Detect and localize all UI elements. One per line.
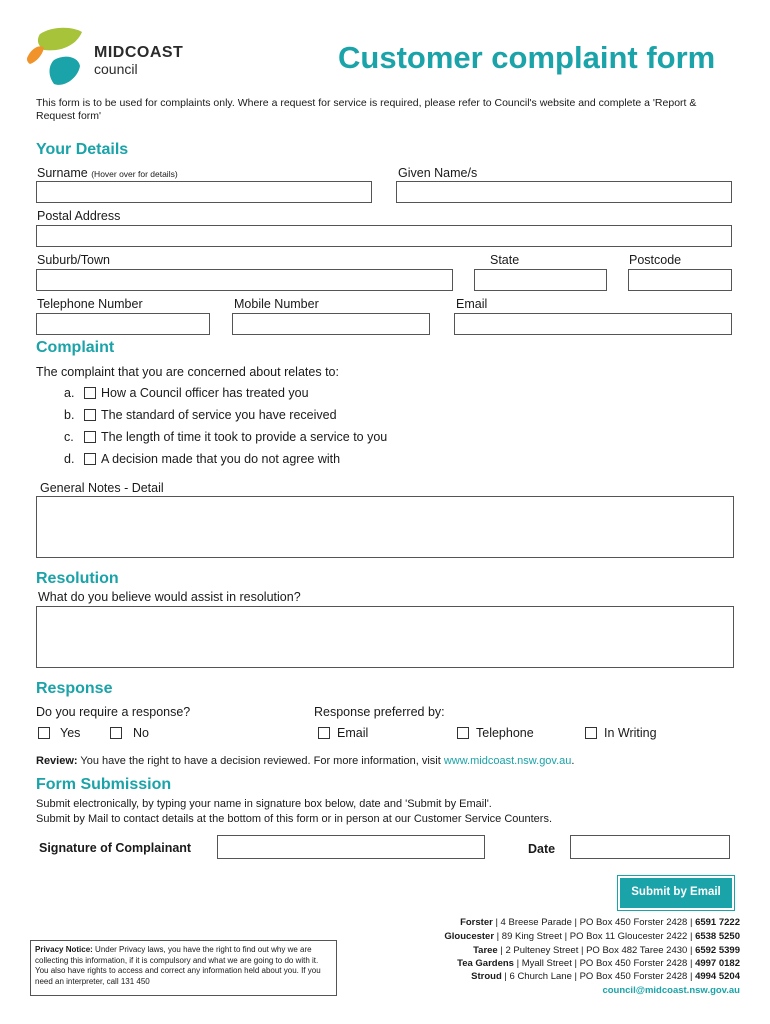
office-details: | 2 Pulteney Street | PO Box 482 Taree 2430 | xyxy=(497,945,696,956)
office-name: Stroud xyxy=(471,971,502,982)
privacy-text: Under Privacy laws, you have the right to find out why we are collecting this information, if it is compulsory and what we are going to do with it. You also have rights to access and correct any information held about you. If you need an interpreter, call 131 450 xyxy=(35,945,321,986)
no-checkbox[interactable] xyxy=(110,727,122,739)
complaint-checkbox-a[interactable] xyxy=(84,387,96,399)
signature-label: Signature of Complainant xyxy=(39,841,192,855)
office-tea-gardens xyxy=(457,958,740,969)
office-name: Tea Gardens xyxy=(457,958,514,969)
intro-text: This form is to be used for complaints only. Where a request for service is required, please refer to Council's website and complete a 'Report & Request form' xyxy=(36,97,697,122)
in-writing-option-label: In Writing xyxy=(604,726,657,740)
submission-line-2: Submit by Mail to contact details at the bottom of this form or in person at our Customer Service Counters. xyxy=(36,813,553,825)
general-notes-textarea[interactable] xyxy=(36,496,734,558)
office-forster xyxy=(460,917,740,928)
office-phone: 6592 5399 xyxy=(695,945,740,956)
privacy-bold: Privacy Notice: xyxy=(35,945,93,954)
option-letter: c. xyxy=(64,430,74,444)
submission-heading: Form Submission xyxy=(36,776,172,793)
option-letter: a. xyxy=(64,386,75,400)
complaint-checkbox-b[interactable] xyxy=(84,409,96,421)
office-taree xyxy=(473,945,740,956)
telephone-checkbox[interactable] xyxy=(457,727,469,739)
surname-label-text: Surname xyxy=(37,166,88,180)
email-label: Email xyxy=(456,297,488,311)
office-phone: 6591 7222 xyxy=(695,917,740,928)
in-writing-checkbox[interactable] xyxy=(585,727,597,739)
postcode-label: Postcode xyxy=(629,253,682,267)
office-phone: 4994 5204 xyxy=(695,971,740,982)
review-end: . xyxy=(571,755,575,767)
postal-address-label: Postal Address xyxy=(37,209,121,223)
mobile-input[interactable] xyxy=(232,313,430,335)
postcode-input[interactable] xyxy=(628,269,732,291)
email-checkbox[interactable] xyxy=(318,727,330,739)
complaint-checkbox-d[interactable] xyxy=(84,453,96,465)
option-letter: d. xyxy=(64,452,75,466)
office-gloucester xyxy=(444,931,740,942)
postal-address-input[interactable] xyxy=(36,225,732,247)
complaint-option-a xyxy=(64,386,309,400)
general-notes-label: General Notes - Detail xyxy=(40,481,164,495)
review-bold: Review: xyxy=(36,755,78,767)
yes-label: Yes xyxy=(60,726,81,740)
complaint-option-d xyxy=(64,452,340,466)
mobile-label: Mobile Number xyxy=(234,297,319,311)
signature-input[interactable] xyxy=(217,835,485,859)
email-option-label: Email xyxy=(337,726,369,740)
complaint-question: The complaint that you are concerned about relates to: xyxy=(36,365,339,379)
review-note xyxy=(36,755,574,767)
review-link[interactable]: www.midcoast.nsw.gov.au xyxy=(443,755,572,767)
suburb-input[interactable] xyxy=(36,269,453,291)
telephone-option-label: Telephone xyxy=(476,726,534,740)
office-phone: 4997 0182 xyxy=(695,958,740,969)
resolution-question: What do you believe would assist in resolution? xyxy=(38,590,301,604)
option-label: The length of time it took to provide a service to you xyxy=(101,430,388,444)
complaint-option-b xyxy=(64,408,337,422)
office-details: | 89 King Street | PO Box 11 Gloucester 2422 | xyxy=(494,931,696,942)
contact-email-link[interactable]: council@midcoast.nsw.gov.au xyxy=(602,985,740,996)
telephone-label: Telephone Number xyxy=(37,297,143,311)
given-names-input[interactable] xyxy=(396,181,732,203)
require-response-label: Do you require a response? xyxy=(36,705,191,719)
suburb-label: Suburb/Town xyxy=(37,253,110,267)
resolution-textarea[interactable] xyxy=(36,606,734,668)
office-name: Gloucester xyxy=(444,931,495,942)
yes-checkbox[interactable] xyxy=(38,727,50,739)
date-label: Date xyxy=(528,842,556,856)
option-label: How a Council officer has treated you xyxy=(101,386,309,400)
given-names-label: Given Name/s xyxy=(398,166,478,180)
review-text: You have the right to have a decision reviewed. For more information, visit xyxy=(77,755,444,767)
date-input[interactable] xyxy=(570,835,730,859)
telephone-input[interactable] xyxy=(36,313,210,335)
submit-by-email-button[interactable]: Submit by Email xyxy=(618,876,734,910)
surname-label xyxy=(37,166,178,180)
office-details: | 6 Church Lane | PO Box 450 Forster 2428 | xyxy=(501,971,696,982)
privacy-notice xyxy=(30,940,337,996)
office-stroud xyxy=(471,971,740,982)
response-preferred-label: Response preferred by: xyxy=(314,705,445,719)
state-label: State xyxy=(490,253,520,267)
submission-line-1: Submit electronically, by typing your name in signature box below, date and 'Submit by Email'. xyxy=(36,798,492,810)
council-logo xyxy=(26,26,201,90)
complaint-option-c xyxy=(64,430,387,444)
resolution-heading: Resolution xyxy=(36,570,119,587)
office-details: | Myall Street | PO Box 450 Forster 2428 | xyxy=(513,958,696,969)
office-name: Forster xyxy=(460,917,493,928)
complaint-checkbox-c[interactable] xyxy=(84,431,96,443)
option-label: A decision made that you do not agree with xyxy=(101,452,341,466)
email-input[interactable] xyxy=(454,313,732,335)
option-label: The standard of service you have received xyxy=(101,408,337,422)
complaint-heading: Complaint xyxy=(36,339,115,356)
option-letter: b. xyxy=(64,408,75,422)
office-name: Taree xyxy=(473,945,498,956)
page-title: Customer complaint form xyxy=(338,40,716,75)
logo-name: MIDCOAST xyxy=(94,44,184,61)
office-details: | 4 Breese Parade | PO Box 450 Forster 2428 | xyxy=(492,917,696,928)
your-details-heading: Your Details xyxy=(36,141,129,158)
office-phone: 6538 5250 xyxy=(695,931,740,942)
surname-input[interactable] xyxy=(36,181,372,203)
logo-sub: council xyxy=(94,61,138,77)
logo-mark-icon xyxy=(26,26,88,90)
surname-hint: (Hover over for details) xyxy=(91,169,178,179)
state-input[interactable] xyxy=(474,269,607,291)
no-label: No xyxy=(133,726,149,740)
response-heading: Response xyxy=(36,680,113,697)
